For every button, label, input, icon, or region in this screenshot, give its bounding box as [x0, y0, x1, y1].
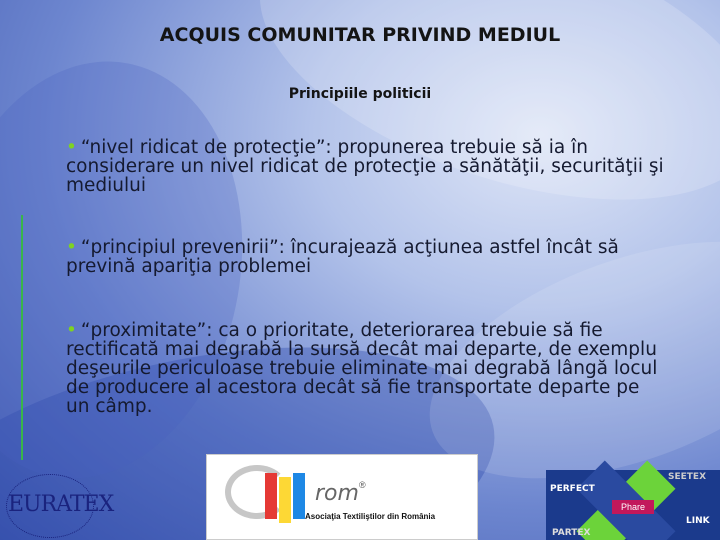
bullet-text: “proximitate”: ca o prioritate, deteriorarea trebuie să fie rectificată mai degrabă la sursă decât mai departe, de exemplu deşeurile periculoase trebuie eliminate mai degrabă lângă locul de producere al acestora decât să fie transportate departe pe un câmp. [66, 320, 658, 417]
atr-logo-bar-icon [279, 477, 291, 523]
phare-partnership-logo [546, 470, 720, 540]
bullet-item [66, 321, 666, 416]
atr-logo [206, 454, 478, 540]
bullet-text: “nivel ridicat de protecţie”: propunerea trebuie să ia în considerare un nivel ridicat de protecţie a sănătăţii, securităţii şi mediului [66, 137, 664, 196]
partex-label: PARTEX [552, 528, 591, 538]
atr-logo-bar-icon [293, 473, 305, 519]
atr-logo-name: rom [315, 481, 359, 506]
atr-logo-caption: Asociaţia Textiliştilor din România [305, 512, 436, 521]
bullet-item [66, 238, 666, 276]
link-label: LINK [686, 516, 710, 526]
bullet-marker-icon: • [66, 237, 77, 258]
atr-logo-bar-icon [265, 473, 277, 519]
phare-label: Phare [612, 500, 654, 514]
seetex-label: SEETEX [668, 472, 707, 482]
slide-subtitle: Principiile politicii [288, 86, 432, 102]
bullet-text: “principiul prevenirii”: încurajează acţiunea astfel încât să prevină apariţia problemei [66, 237, 619, 277]
accent-line [21, 215, 23, 460]
euratex-logo [0, 470, 114, 540]
bullet-marker-icon: • [66, 320, 77, 341]
bullet-marker-icon: • [66, 137, 77, 158]
bullet-item [66, 138, 666, 195]
registered-mark: ® [359, 480, 366, 490]
perfect-label: PERFECT [550, 484, 595, 494]
slide-title: ACQUIS COMUNITAR PRIVIND MEDIUL [159, 24, 561, 46]
euratex-logo-text: EURATEX [8, 492, 114, 517]
